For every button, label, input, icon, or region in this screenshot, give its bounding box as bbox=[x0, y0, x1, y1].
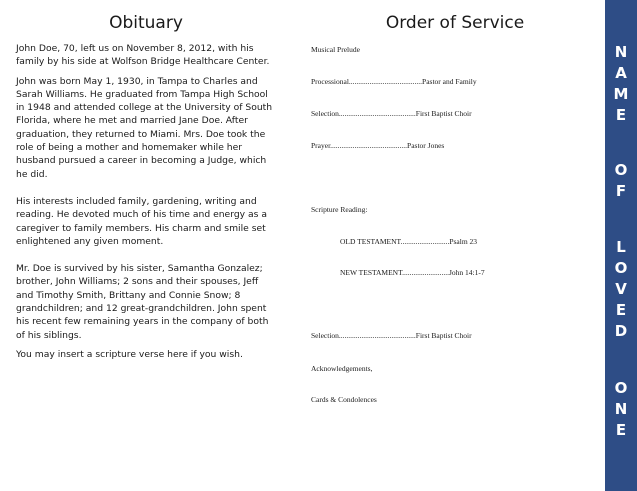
obituary-paragraph: Mr. Doe is survived by his sister, Samantha Gonzalez; brother, John Williams; 2 sons and their spouses, Jeff and Timothy Smith, Brittany and Connie Snow; 8 grandchildren; and 12 great-grandchildren. John spent his recent few remaining years in the company of both of his siblings. bbox=[16, 263, 269, 341]
banner-letter: E bbox=[615, 301, 627, 319]
obituary-paragraph: His interests included family, gardening, writing and reading. He devoted much of his time and energy as a caregiver to family members. His charm and smile set enlightened any given moment. bbox=[16, 195, 267, 247]
banner-letter: F bbox=[615, 182, 627, 200]
service-item-acknowledgements: Acknowledgements, bbox=[311, 364, 373, 373]
service-item-musical-prelude: Musical Prelude bbox=[311, 45, 360, 54]
order-of-service-title: Order of Service bbox=[385, 13, 525, 33]
service-item-selection: Selection.........................................First Baptist Choir bbox=[311, 109, 472, 118]
service-item-scripture-reading: Scripture Reading: bbox=[311, 205, 368, 214]
banner-letter: O bbox=[614, 379, 628, 397]
obituary-title: Obituary bbox=[109, 13, 183, 33]
service-item-processional: Processional.......................................Pastor and Family bbox=[311, 77, 477, 86]
obituary-paragraph: John Doe, 70, left us on November 8, 2012, with his family by his side at Wolfson Bridge Healthcare Center. bbox=[16, 43, 270, 68]
obituary-paragraph: You may insert a scripture verse here if you wish. bbox=[16, 348, 243, 360]
service-item-old-testament: OLD TESTAMENT..........................Psalm 23 bbox=[340, 237, 478, 246]
banner-letter: E bbox=[615, 421, 627, 439]
name-banner bbox=[605, 0, 637, 491]
service-item-selection-2: Selection.........................................First Baptist Choir bbox=[311, 331, 472, 340]
service-item-new-testament: NEW TESTAMENT.........................John 14:1-7 bbox=[340, 268, 485, 277]
obituary-paragraph: John was born May 1, 1930, in Tampa to Charles and Sarah Williams. He graduated from Tampa High School in 1948 and attended college at the University of South Florida, where he met and married Jane Doe. After graduation, they returned to Miami. Mrs. Doe took the role of being a mother and homemaker while her husband pursued a career in becoming a Judge, which he did. bbox=[16, 75, 273, 180]
banner-letter: O bbox=[614, 259, 628, 277]
banner-letter: N bbox=[614, 43, 628, 61]
banner-letter: N bbox=[614, 400, 628, 418]
obituary-section bbox=[16, 12, 276, 367]
banner-letter: O bbox=[614, 161, 628, 179]
banner-letter: M bbox=[613, 85, 629, 103]
banner-letter: L bbox=[616, 238, 626, 256]
banner-letter: A bbox=[615, 64, 627, 82]
service-item-cards-condolences: Cards & Condolences bbox=[311, 395, 377, 404]
service-item-prayer: Prayer.........................................Pastor Jones bbox=[311, 141, 445, 150]
banner-letter: V bbox=[615, 280, 627, 298]
banner-letter: E bbox=[615, 106, 627, 124]
banner-letter: D bbox=[614, 322, 628, 340]
order-of-service-section bbox=[310, 12, 600, 44]
